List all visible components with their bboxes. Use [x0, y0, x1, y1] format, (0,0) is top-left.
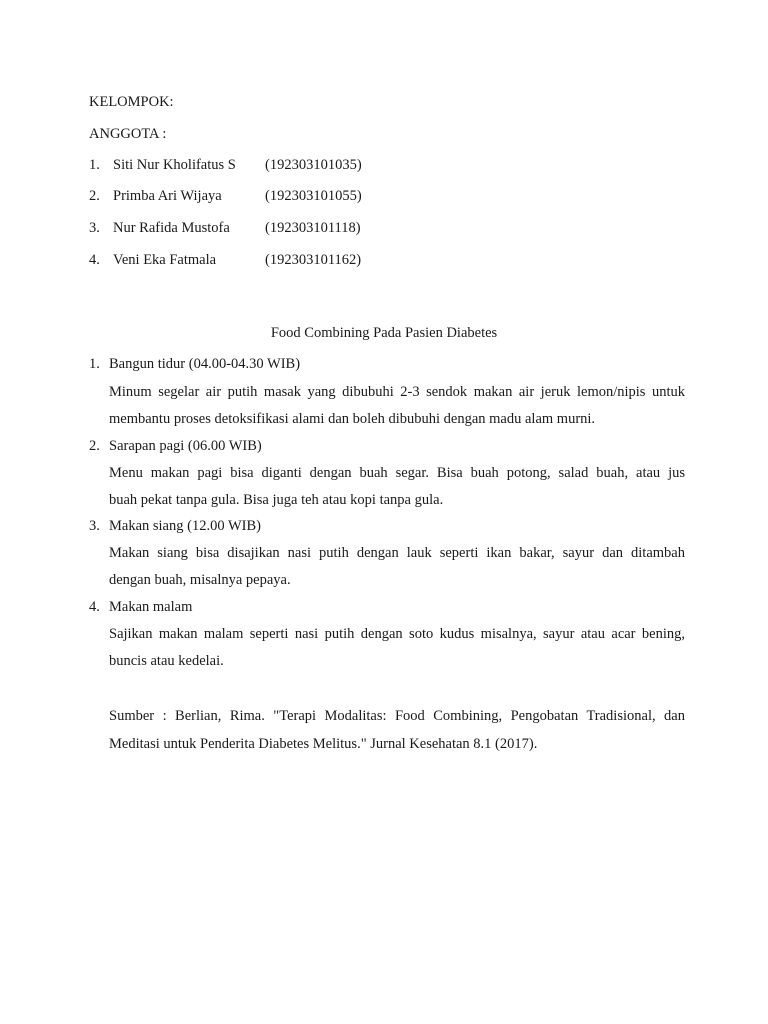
- member-id: (192303101118): [265, 220, 361, 236]
- item-body-line: Minum segelar air putih masak yang dibubuhi 2-3 sendok makan air jeruk lemon/nipis untuk: [109, 384, 685, 400]
- document-title: Food Combining Pada Pasien Diabetes: [270, 325, 498, 341]
- member-id: (192303101055): [265, 188, 362, 204]
- item-number: 2.: [89, 438, 100, 454]
- item-number: 3.: [89, 518, 100, 534]
- members-heading: ANGGOTA :: [89, 126, 167, 142]
- member-number: 3.: [89, 220, 100, 236]
- item-title: Makan siang (12.00 WIB): [109, 518, 261, 534]
- group-heading: KELOMPOK:: [89, 94, 174, 110]
- member-number: 1.: [89, 157, 100, 173]
- item-body-line: Sajikan makan malam seperti nasi putih dengan soto kudus misalnya, sayur atau acar bening,: [109, 626, 685, 642]
- member-name: Siti Nur Kholifatus S: [113, 157, 236, 173]
- member-number: 4.: [89, 252, 100, 268]
- item-body-line: buah pekat tanpa gula. Bisa juga teh atau kopi tanpa gula.: [109, 492, 444, 508]
- member-name: Nur Rafida Mustofa: [113, 220, 230, 236]
- source-line: Meditasi untuk Penderita Diabetes Melitus." Jurnal Kesehatan 8.1 (2017).: [109, 736, 538, 752]
- item-body-line: dengan buah, misalnya pepaya.: [109, 572, 291, 588]
- item-body-line: buncis atau kedelai.: [109, 653, 224, 669]
- item-title: Bangun tidur (04.00-04.30 WIB): [109, 356, 301, 372]
- member-number: 2.: [89, 188, 100, 204]
- member-name: Veni Eka Fatmala: [113, 252, 217, 268]
- item-title: Sarapan pagi (06.00 WIB): [109, 438, 262, 454]
- member-id: (192303101035): [265, 157, 362, 173]
- member-id: (192303101162): [265, 252, 362, 268]
- item-body-line: membantu proses detoksifikasi alami dan boleh dibubuhi dengan madu alam murni.: [109, 411, 596, 427]
- source-line: Sumber : Berlian, Rima. "Terapi Modalitas: Food Combining, Pengobatan Tradisional, dan: [109, 708, 685, 724]
- item-number: 4.: [89, 599, 100, 615]
- item-title: Makan malam: [109, 599, 193, 615]
- member-name: Primba Ari Wijaya: [113, 188, 222, 204]
- item-number: 1.: [89, 356, 100, 372]
- item-body-line: Menu makan pagi bisa diganti dengan buah segar. Bisa buah potong, salad buah, atau jus: [109, 465, 685, 481]
- item-body-line: Makan siang bisa disajikan nasi putih dengan lauk seperti ikan bakar, sayur dan ditambah: [109, 545, 685, 561]
